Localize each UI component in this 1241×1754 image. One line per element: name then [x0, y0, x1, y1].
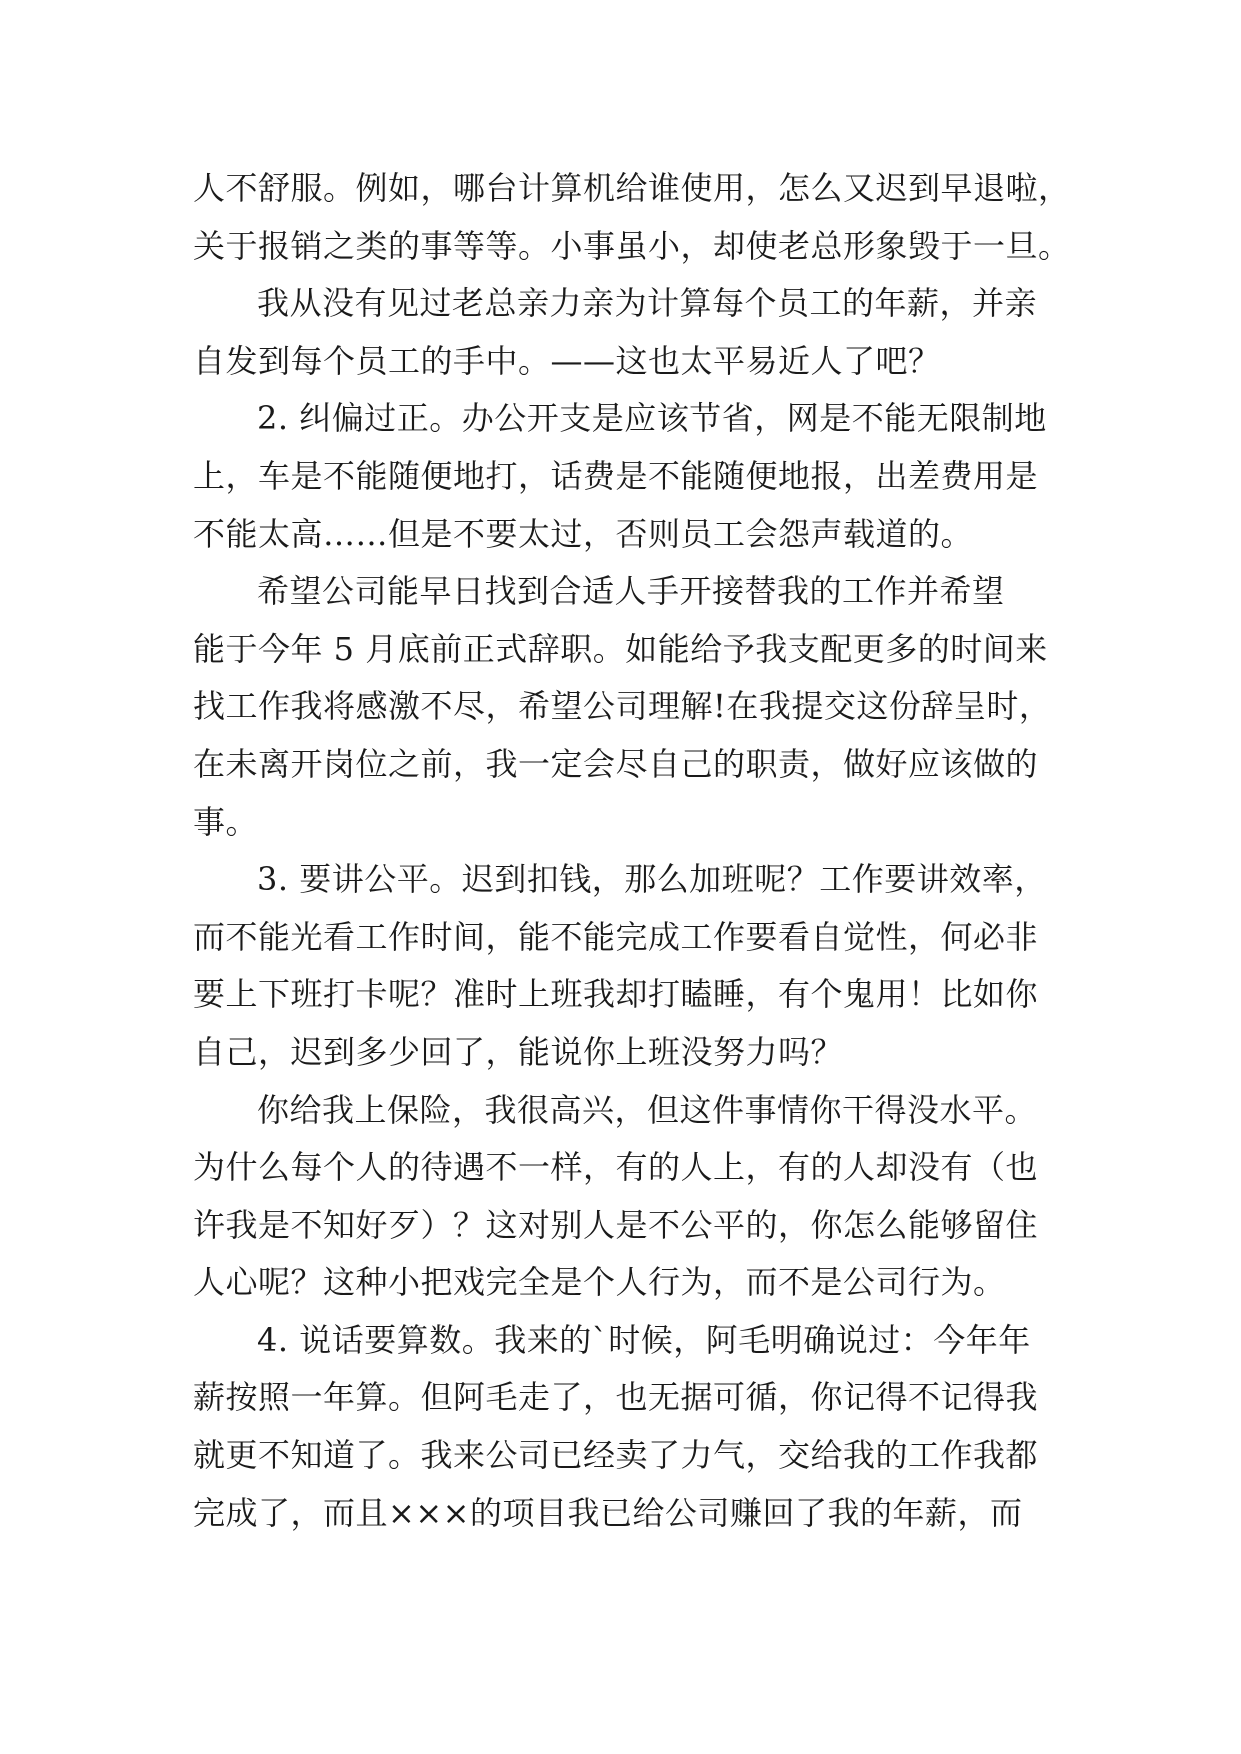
text-line: 人不舒服。例如，哪台计算机给谁使用，怎么又迟到早退啦， [193, 169, 1071, 207]
text-line: 就更不知道了。我来公司已经卖了力气，交给我的工作我都 [193, 1436, 1039, 1475]
text-line: 3. 要讲公平。迟到扣钱，那么加班呢？工作要讲效率， [257, 860, 1047, 899]
text-line: 能于今年 5 月底前正式辞职。如能给予我支配更多的时间来 [193, 629, 1048, 668]
text-line: 为什么每个人的待遇不一样，有的人上，有的人却没有（也 [193, 1148, 1039, 1187]
text-line: 完成了，而且×××的项目我已给公司赚回了我的年薪，而 [193, 1493, 1023, 1532]
text-line: 事。 [193, 802, 259, 841]
text-line: 上，车是不能随便地打，话费是不能随便地报，出差费用是 [193, 456, 1039, 495]
text-line: 找工作我将感激不尽，希望公司理解!在我提交这份辞呈时， [193, 687, 1052, 726]
text-line: 人心呢？这种小把戏完全是个人行为，而不是公司行为。 [193, 1263, 1006, 1302]
text-line: 你给我上保险，我很高兴，但这件事情你干得没水平。 [257, 1090, 1038, 1129]
text-line: 在未离开岗位之前，我一定会尽自己的职责，做好应该做的 [193, 744, 1039, 783]
text-line: 4. 说话要算数。我来的`时候，阿毛明确说过：今年年 [257, 1320, 1031, 1359]
text-line: 自发到每个员工的手中。——这也太平易近人了吧？ [193, 341, 941, 380]
text-line: 我从没有见过老总亲力亲为计算每个员工的年薪，并亲 [257, 284, 1038, 323]
text-line: 2. 纠偏过正。办公开支是应该节省，网是不能无限制地 [257, 399, 1047, 438]
text-line: 要上下班打卡呢？准时上班我却打瞌睡，有个鬼用！比如你 [193, 975, 1039, 1014]
document-body [193, 160, 1073, 1542]
text-line: 自己，迟到多少回了，能说你上班没努力吗？ [193, 1032, 844, 1071]
text-line: 关于报销之类的事等等。小事虽小，却使老总形象毁于一旦。 [193, 226, 1071, 265]
text-line: 希望公司能早日找到合适人手开接替我的工作并希望 [257, 572, 1005, 611]
text-line: 而不能光看工作时间，能不能完成工作要看自觉性，何必非 [193, 917, 1039, 956]
text-line: 薪按照一年算。但阿毛走了，也无据可循，你记得不记得我 [193, 1378, 1039, 1417]
text-line: 许我是不知好歹）？这对别人是不公平的，你怎么能够留住 [193, 1205, 1039, 1244]
text-line: 不能太高……但是不要太过，否则员工会怨声载道的。 [193, 514, 974, 553]
